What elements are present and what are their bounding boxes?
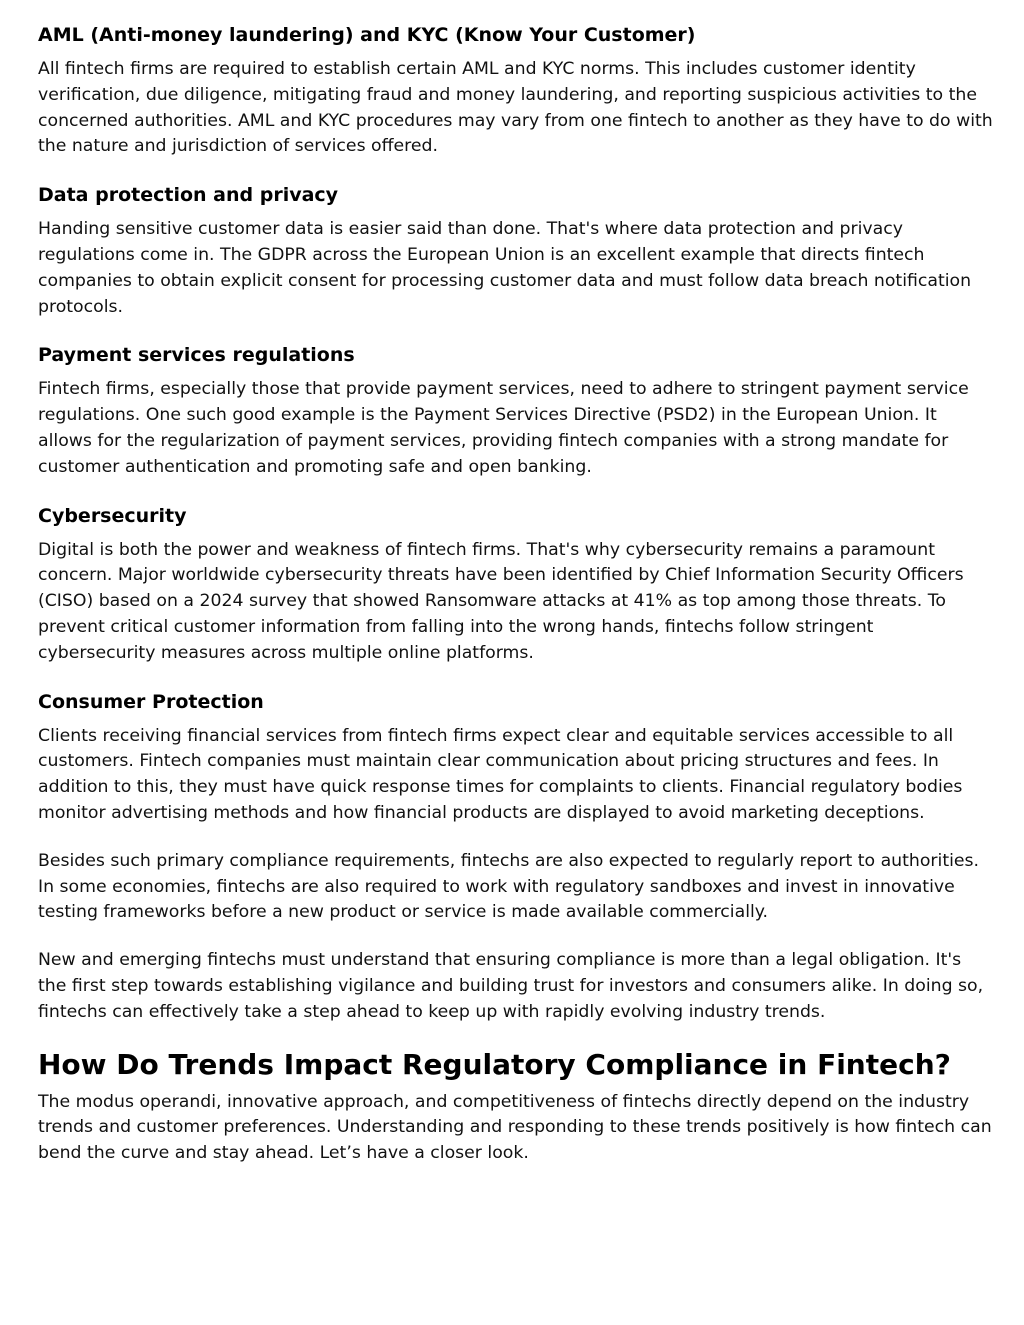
section-heading: AML (Anti-money laundering) and KYC (Know Your Customer) xyxy=(38,24,696,46)
section-body: All fintech firms are required to establish certain AML and KYC norms. This includes customer identity verification, due diligence, mitigating fraud and money laundering, and reporting suspicious activities to the concerned authorities. AML and KYC procedures may vary from one fintech to another as they have to do with the nature and jurisdiction of services offered. xyxy=(38,59,993,157)
paragraph-compliance-reporting: Besides such primary compliance requirements, fintechs are also expected to regularly report to authorities. In some economies, fintechs are also required to work with regulatory sandboxes and invest in innovative testing frameworks before a new product or service is made available commercially. xyxy=(38,850,980,923)
section-consumer-protection xyxy=(38,689,994,827)
section-trends xyxy=(38,1048,994,1167)
section-aml-kyc xyxy=(38,22,994,160)
section-payment-services xyxy=(38,342,994,480)
section-heading: Consumer Protection xyxy=(38,690,264,713)
paragraph-emerging-fintechs: New and emerging fintechs must understand that ensuring compliance is more than a legal obligation. It's the first step towards establishing vigilance and building trust for investors and consumers alike. In doing so, fintechs can effectively take a step ahead to keep up with rapidly evolving industry trends. xyxy=(38,950,984,1022)
section-body: Handing sensitive customer data is easier said than done. That's where data protection and privacy regulations come in. The GDPR across the European Union is an excellent example that directs fintech companies to obtain explicit consent for processing customer data and must follow data breach notification protocols. xyxy=(38,219,972,317)
section-body: The modus operandi, innovative approach, and competitiveness of fintechs directly depend on the industry trends and customer preferences. Understanding and responding to these trends positively is how fintech can bend the curve and stay ahead. Let’s have a closer look. xyxy=(38,1091,992,1164)
section-cybersecurity xyxy=(38,503,994,667)
section-heading: Data protection and privacy xyxy=(38,184,339,207)
section-title-trends: How Do Trends Impact Regulatory Compliance in Fintech? xyxy=(38,1047,951,1081)
section-body: Digital is both the power and weakness of fintech firms. That's why cybersecurity remains a paramount concern. Major worldwide cybersecurity threats have been identified by Chief Information Security Officers (CISO) based on a 2024 survey that showed Ransomware attacks at 41% as top among those threats. To prevent critical customer information from falling into the wrong hands, fintechs follow stringent cybersecurity measures across multiple online platforms. xyxy=(38,539,964,663)
section-body: Fintech firms, especially those that provide payment services, need to adhere to stringent payment service regulations. One such good example is the Payment Services Directive (PSD2) in the European Union. It allows for the regularization of payment services, providing fintech companies with a strong mandate for customer authentication and promoting safe and open banking. xyxy=(38,379,969,477)
section-body: Clients receiving financial services from fintech firms expect clear and equitable services accessible to all customers. Fintech companies must maintain clear communication about pricing structures and fees. In addition to this, they must have quick response times for complaints to clients. Financial regulatory bodies monitor advertising methods and how financial products are displayed to avoid marketing deceptions. xyxy=(38,725,963,823)
section-data-protection xyxy=(38,182,994,320)
section-heading: Payment services regulations xyxy=(38,344,355,367)
section-heading: Cybersecurity xyxy=(38,504,187,527)
